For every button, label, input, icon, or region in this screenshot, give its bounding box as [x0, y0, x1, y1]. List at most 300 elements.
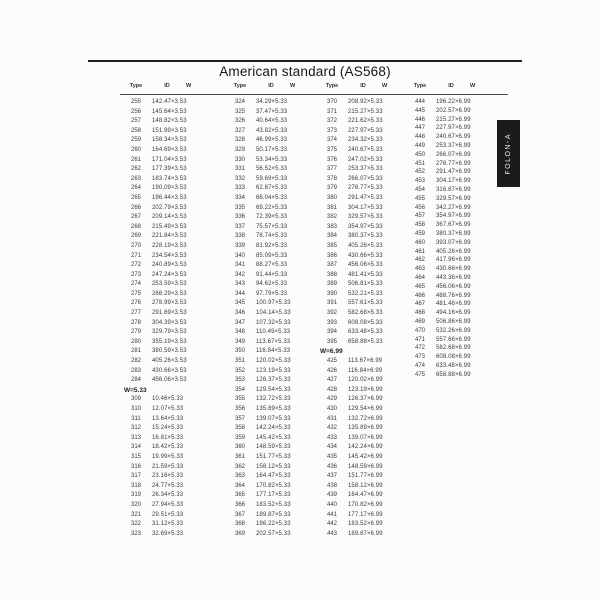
dim-cell: 15.24×5.33: [152, 425, 184, 432]
dim-cell: 151.99×3.53: [152, 127, 187, 134]
dim-cell: 142.24×6.99: [348, 444, 383, 451]
dim-cell: 380.59×3.53: [152, 348, 187, 355]
dim-cell: 506.86×6.99: [436, 318, 471, 325]
dim-cell: 148.59×5.33: [256, 444, 291, 451]
table-row: [124, 357, 224, 367]
table-row: [228, 117, 328, 127]
type-cell: 448: [414, 134, 425, 141]
table-row: [320, 386, 420, 396]
table-row: [124, 309, 224, 319]
type-header: Type: [325, 83, 339, 89]
dim-cell: 139.07×6.99: [348, 434, 383, 441]
dim-cell: 183.52×5.33: [256, 501, 291, 508]
dim-cell: 158.34×3.53: [152, 137, 187, 144]
dim-cell: 53.34×5.33: [256, 156, 288, 163]
dim-cell: 123.19×6.99: [348, 386, 383, 393]
type-cell: 475: [414, 371, 425, 378]
type-cell: 321: [130, 511, 141, 518]
dim-cell: 658.88×5.33: [348, 338, 383, 345]
dim-cell: 142.47×3.53: [152, 99, 187, 105]
table-row: [320, 501, 420, 511]
table-row: [124, 520, 224, 530]
type-cell: 383: [326, 223, 337, 230]
table-row: [320, 280, 420, 290]
dim-cell: 183.74×3.53: [152, 175, 187, 182]
type-cell: 345: [234, 300, 245, 307]
type-cell: 269: [130, 233, 141, 240]
dim-cell: 81.92×5.33: [256, 242, 288, 249]
dim-cell: 405.26×3.53: [152, 358, 187, 365]
table-row: [228, 386, 328, 396]
table-row: [124, 252, 224, 262]
type-cell: 260: [130, 146, 141, 153]
table-row: [124, 280, 224, 290]
dim-cell: 164.47×6.99: [348, 492, 383, 499]
column-header-row: [228, 83, 328, 98]
type-cell: 256: [130, 108, 141, 115]
dim-cell: 164.69×3.53: [152, 146, 187, 153]
dim-cell: 34.29×5.33: [256, 99, 288, 105]
table-row: [124, 156, 224, 166]
table-row: [228, 136, 328, 146]
dim-cell: 633.48×5.33: [348, 329, 383, 336]
type-cell: 363: [234, 473, 245, 480]
dim-cell: 43.82×5.33: [256, 127, 288, 134]
type-cell: 362: [234, 463, 245, 470]
table-row: [124, 443, 224, 453]
type-cell: 453: [414, 178, 425, 185]
dim-cell: 240.89×3.53: [152, 262, 187, 269]
dim-cell: 126.37×6.99: [348, 396, 383, 403]
table-row: [320, 434, 420, 444]
table-row: [320, 309, 420, 319]
dim-cell: 145.42×5.33: [256, 434, 291, 441]
type-cell: 316: [130, 463, 141, 470]
side-tab: [497, 120, 520, 187]
dim-cell: 116.84×5.33: [256, 348, 291, 355]
table-row: [320, 127, 420, 137]
type-cell: 394: [326, 329, 337, 336]
type-cell: 270: [130, 242, 141, 249]
dim-cell: 202.57×6.99: [436, 107, 471, 114]
type-cell: 278: [130, 319, 141, 326]
table-row: [320, 530, 420, 540]
type-cell: 328: [234, 137, 245, 144]
type-cell: 334: [234, 194, 245, 201]
dim-cell: 170.82×5.33: [256, 482, 291, 489]
table-row: [228, 347, 328, 357]
table-row: [320, 463, 420, 473]
type-cell: 431: [326, 415, 337, 422]
dim-cell: 142.24×5.33: [256, 425, 291, 432]
type-cell: 255: [130, 99, 141, 105]
table-row: [228, 501, 328, 511]
type-cell: 364: [234, 482, 245, 489]
type-cell: 464: [414, 274, 425, 281]
type-cell: 430: [326, 406, 337, 412]
type-cell: 318: [130, 482, 141, 489]
table-row: [320, 223, 420, 233]
table-row: [228, 415, 328, 425]
table-row: [320, 242, 420, 252]
type-cell: 343: [234, 281, 245, 288]
type-cell: 265: [130, 194, 141, 201]
type-cell: 466: [414, 292, 425, 299]
table-row: [228, 520, 328, 530]
table-row: [408, 309, 508, 318]
dim-cell: 208.92×5.33: [348, 99, 383, 105]
table-row: [408, 327, 508, 336]
dim-cell: 189.87×5.33: [256, 511, 291, 518]
dim-cell: 196.44×3.53: [152, 194, 187, 201]
column-group-1: [124, 83, 224, 539]
table-row: [124, 299, 224, 309]
table-row: [320, 213, 420, 223]
type-cell: 360: [234, 444, 245, 451]
table-row: [408, 151, 508, 160]
type-cell: 428: [326, 386, 337, 393]
type-cell: 272: [130, 262, 141, 269]
column-header-row: [408, 83, 508, 98]
dim-cell: 59.69×5.33: [256, 175, 288, 182]
type-cell: 352: [234, 367, 245, 374]
dim-cell: 12.07×5.33: [152, 406, 184, 412]
type-cell: 444: [414, 99, 425, 105]
type-cell: 458: [414, 222, 425, 229]
type-cell: 357: [234, 415, 245, 422]
type-cell: 350: [234, 348, 245, 355]
type-cell: 326: [234, 118, 245, 125]
table-row: [124, 338, 224, 348]
dim-cell: 78.74×5.33: [256, 233, 288, 240]
dim-cell: 113.67×5.33: [256, 338, 291, 345]
column-header-row: [124, 83, 224, 98]
table-row: [124, 117, 224, 127]
dim-cell: 417.96×6.99: [436, 257, 471, 264]
dim-cell: 304.39×3.53: [152, 319, 187, 326]
dim-cell: 481.41×5.33: [348, 271, 383, 278]
type-cell: 473: [414, 354, 425, 361]
type-cell: 359: [234, 434, 245, 441]
dim-cell: 532.21×5.33: [348, 290, 383, 297]
dim-cell: 135.89×6.99: [348, 425, 383, 432]
type-cell: 320: [130, 501, 141, 508]
dim-cell: 75.57×5.33: [256, 223, 288, 230]
type-cell: 459: [414, 230, 425, 237]
type-cell: 336: [234, 214, 245, 221]
dim-cell: 247.02×5.33: [348, 156, 383, 163]
type-cell: 271: [130, 252, 141, 259]
dim-cell: 177.17×5.33: [256, 492, 291, 499]
id-header: ID: [268, 83, 274, 89]
dim-cell: 100.97×5.33: [256, 300, 291, 307]
dim-cell: 135.89×5.33: [256, 406, 291, 412]
table-row: [228, 434, 328, 444]
dim-cell: 129.54×5.33: [256, 386, 291, 393]
dim-cell: 557.61×5.33: [348, 300, 383, 307]
table-row: [228, 405, 328, 415]
dim-cell: 380.37×5.33: [348, 233, 383, 240]
table-row: [228, 482, 328, 492]
type-cell: 427: [326, 377, 337, 384]
dim-cell: 148.59×6.99: [348, 463, 383, 470]
dim-cell: 291.47×6.99: [436, 169, 471, 176]
dim-cell: 132.72×5.33: [256, 396, 291, 403]
type-cell: 313: [130, 434, 141, 441]
type-cell: 469: [414, 318, 425, 325]
table-row: [228, 194, 328, 204]
table-row: [124, 127, 224, 137]
type-cell: 274: [130, 281, 141, 288]
type-cell: 349: [234, 338, 245, 345]
dim-cell: 27.94×5.33: [152, 501, 184, 508]
table-row: [320, 184, 420, 194]
dim-cell: 46.99×5.33: [256, 137, 288, 144]
dim-cell: 23.16×5.33: [152, 473, 184, 480]
table-row: [408, 168, 508, 177]
type-cell: 353: [234, 377, 245, 384]
type-cell: 283: [130, 367, 141, 374]
table-row: [124, 511, 224, 521]
table-row: [228, 213, 328, 223]
dim-cell: 62.87×5.33: [256, 185, 288, 192]
type-cell: 314: [130, 444, 141, 451]
type-cell: 457: [414, 213, 425, 220]
type-cell: 378: [326, 175, 337, 182]
table-row: [320, 376, 420, 386]
dim-cell: 532.26×6.99: [436, 327, 471, 334]
type-cell: 389: [326, 281, 337, 288]
type-cell: 450: [414, 151, 425, 158]
type-cell: 384: [326, 233, 337, 240]
table-row: [320, 357, 420, 367]
table-row: [320, 443, 420, 453]
dim-cell: 151.77×5.33: [256, 453, 291, 460]
dim-cell: 481.46×6.99: [436, 301, 471, 308]
type-cell: 279: [130, 329, 141, 336]
id-header: ID: [360, 83, 366, 89]
table-row: [320, 290, 420, 300]
table-row: [228, 328, 328, 338]
dim-cell: 104.14×5.33: [256, 310, 291, 317]
dim-cell: 456.06×3.53: [152, 377, 187, 384]
page-title: American standard (AS568): [219, 64, 391, 79]
table-row: [124, 319, 224, 329]
dim-cell: 164.47×5.33: [256, 473, 291, 480]
dim-cell: 21.59×5.33: [152, 463, 184, 470]
dim-cell: 113.67×6.99: [348, 358, 383, 365]
dim-cell: 37.47×5.33: [256, 108, 288, 115]
table-row: [124, 472, 224, 482]
dim-cell: 355.19×3.53: [152, 338, 187, 345]
table-row: [228, 280, 328, 290]
table-row: [408, 265, 508, 274]
table-row: [228, 127, 328, 137]
column-group-3: [320, 83, 420, 539]
dim-cell: 430.66×5.33: [348, 252, 383, 259]
table-row: [124, 136, 224, 146]
dim-cell: 91.44×5.33: [256, 271, 288, 278]
dim-cell: 557.66×6.99: [436, 336, 471, 343]
dim-cell: 266.07×6.99: [436, 151, 471, 158]
type-cell: 333: [234, 185, 245, 192]
table-row: [124, 347, 224, 357]
type-cell: 382: [326, 214, 337, 221]
type-cell: 264: [130, 185, 141, 192]
dim-cell: 85.09×5.33: [256, 252, 288, 259]
type-cell: 454: [414, 186, 425, 193]
type-cell: 385: [326, 242, 337, 249]
table-row: [228, 261, 328, 271]
table-row: [124, 175, 224, 185]
dim-cell: 40.64×5.33: [256, 118, 288, 125]
type-cell: 460: [414, 239, 425, 246]
dim-cell: 304.17×6.99: [436, 178, 471, 185]
dim-cell: 215.27×6.99: [436, 116, 471, 123]
table-row: [228, 463, 328, 473]
dim-cell: 291.69×3.53: [152, 310, 187, 317]
type-cell: 267: [130, 214, 141, 221]
dim-cell: 227.97×5.33: [348, 127, 383, 134]
dim-cell: 608.08×6.99: [436, 354, 471, 361]
type-cell: 258: [130, 127, 141, 134]
table-row: [408, 160, 508, 169]
top-rule: [88, 60, 522, 62]
table-row: [124, 204, 224, 214]
dim-cell: 19.99×5.33: [152, 453, 184, 460]
table-row: [228, 424, 328, 434]
dim-cell: 354.97×6.99: [436, 213, 471, 220]
type-cell: 440: [326, 501, 337, 508]
dim-cell: 24.77×5.33: [152, 482, 184, 489]
type-cell: 319: [130, 492, 141, 499]
table-row: [408, 292, 508, 301]
type-cell: 472: [414, 345, 425, 352]
type-cell: 331: [234, 166, 245, 173]
type-cell: 365: [234, 492, 245, 499]
table-row: [124, 184, 224, 194]
dim-cell: 158.12×5.33: [256, 463, 291, 470]
dim-cell: 190.09×3.53: [152, 185, 187, 192]
type-cell: 380: [326, 194, 337, 201]
dim-cell: 16.81×5.33: [152, 434, 184, 441]
table-row: [124, 463, 224, 473]
table-row: [124, 165, 224, 175]
table-row: [408, 177, 508, 186]
w-header: W: [382, 83, 388, 89]
table-row: [124, 491, 224, 501]
table-row: [228, 367, 328, 377]
type-cell: 310: [130, 406, 141, 412]
type-cell: 437: [326, 473, 337, 480]
dim-cell: 316.87×6.99: [436, 186, 471, 193]
dim-cell: 202.79×3.53: [152, 204, 187, 211]
dim-cell: 329.57×5.33: [348, 214, 383, 221]
type-cell: 261: [130, 156, 141, 163]
dim-cell: 171.04×3.53: [152, 156, 187, 163]
table-row: [320, 482, 420, 492]
table-row: [124, 146, 224, 156]
type-header: Type: [413, 83, 427, 89]
table-row: [124, 367, 224, 377]
table-row: [408, 212, 508, 221]
dim-cell: 633.48×6.99: [436, 362, 471, 369]
dim-cell: 240.67×5.33: [348, 146, 383, 153]
type-cell: 443: [326, 530, 337, 537]
dim-cell: 443.36×6.99: [436, 274, 471, 281]
table-row: [228, 156, 328, 166]
dim-cell: 393.07×6.99: [436, 239, 471, 246]
type-cell: 335: [234, 204, 245, 211]
dim-cell: 116.84×6.99: [348, 367, 383, 374]
type-cell: 465: [414, 283, 425, 290]
dim-cell: 266.29×3.53: [152, 290, 187, 297]
dim-cell: 29.51×5.33: [152, 511, 184, 518]
table-row: [408, 336, 508, 345]
table-row: [228, 204, 328, 214]
dim-cell: 234.54×3.53: [152, 252, 187, 259]
table-row: [320, 194, 420, 204]
table-row: [408, 133, 508, 142]
table-row: [124, 424, 224, 434]
table-row: [228, 338, 328, 348]
table-row: [124, 328, 224, 338]
dim-cell: 126.37×5.33: [256, 377, 291, 384]
type-cell: 323: [130, 530, 141, 537]
type-cell: 468: [414, 310, 425, 317]
dim-cell: 234.32×5.33: [348, 137, 383, 144]
table-row: [408, 195, 508, 204]
table-row: [320, 136, 420, 146]
type-cell: 463: [414, 266, 425, 273]
table-row: [408, 248, 508, 257]
type-cell: 429: [326, 396, 337, 403]
table-row: [320, 108, 420, 118]
dim-cell: 221.62×5.33: [348, 118, 383, 125]
dim-cell: 658.88×6.99: [436, 371, 471, 378]
column-group-2: [228, 83, 328, 539]
dim-cell: 94.62×5.33: [256, 281, 288, 288]
table-row: [124, 194, 224, 204]
table-row: [124, 242, 224, 252]
table-row: [320, 117, 420, 127]
table-row: [320, 175, 420, 185]
table-row: [124, 530, 224, 540]
type-cell: 324: [234, 99, 245, 105]
type-cell: 346: [234, 310, 245, 317]
type-cell: 338: [234, 233, 245, 240]
dim-cell: 18.42×5.33: [152, 444, 184, 451]
table-row: [228, 443, 328, 453]
dim-cell: 132.72×6.99: [348, 415, 383, 422]
type-header: Type: [129, 83, 143, 89]
type-cell: 259: [130, 137, 141, 144]
type-cell: 390: [326, 290, 337, 297]
table-row: [320, 328, 420, 338]
dim-cell: 247.24×3.53: [152, 271, 187, 278]
dim-cell: 215.27×5.33: [348, 108, 383, 115]
type-cell: 447: [414, 125, 425, 132]
id-header: ID: [164, 83, 170, 89]
dim-cell: 56.52×5.33: [256, 166, 288, 173]
dim-cell: 608.08×5.33: [348, 319, 383, 326]
type-cell: 456: [414, 204, 425, 211]
type-cell: 379: [326, 185, 337, 192]
table-row: [320, 165, 420, 175]
dim-cell: 456.06×5.33: [348, 262, 383, 269]
dim-cell: 215.49×3.53: [152, 223, 187, 230]
w-header: W: [186, 83, 192, 89]
